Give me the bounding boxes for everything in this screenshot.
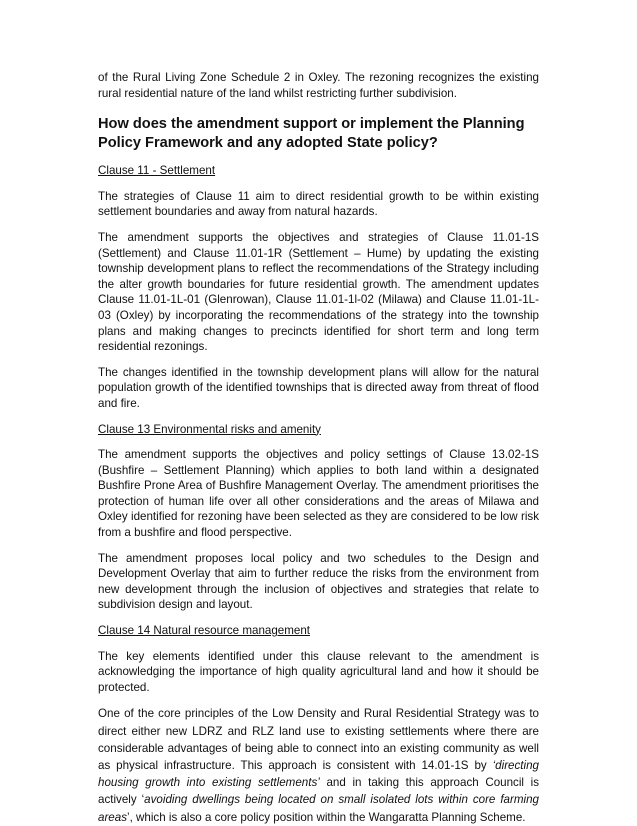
clause-14-p2-quote-1: ‘directing housing growth into existing settlements’	[98, 759, 539, 790]
clause-11-paragraph-3: The changes identified in the township development plans will allow for the natural population growth of the identified townships that is directed away from threat of flood and fire.	[98, 365, 539, 410]
clause-14-title: Clause 14 Natural resource management	[98, 624, 311, 638]
clause-13-paragraph-2: The amendment proposes local policy and two schedules to the Design and Development Overlay that aim to further reduce the risks from the environment from new development through the inclusion of objectives and strategies that relate to subdivision design and layout.	[98, 551, 539, 612]
intro-paragraph: of the Rural Living Zone Schedule 2 in Oxley. The rezoning recognizes the existing rural residential nature of the land whilst restricting further subdivision.	[98, 71, 539, 100]
clause-14-paragraph-1: The key elements identified under this clause relevant to the amendment is acknowledging the importance of high quality agricultural land and how it should be protected.	[98, 649, 539, 694]
clause-13-title: Clause 13 Environmental risks and amenity	[98, 422, 321, 436]
clause-13-paragraph-1: The amendment supports the objectives and policy settings of Clause 13.02-1S (Bushfire – Settlement Planning) which applies to both land within a designated Bushfire Prone Area of Bushfire Management Overlay. The amendment prioritises the protection of human life over all other considerations and the areas of Milawa and Oxley identified for rezoning have been selected as they are considered to be low risk from a bushfire and flood perspective.	[98, 448, 539, 540]
clause-11-title: Clause 11 - Settlement	[98, 164, 216, 178]
clause-14-p2-quote-2: avoiding dwellings being located on small isolated lots within core farming areas	[98, 793, 539, 824]
clause-11-paragraph-1: The strategies of Clause 11 aim to direct residential growth to be within existing settlement boundaries and away from natural hazards.	[98, 189, 539, 219]
clause-14-paragraph-2	[98, 705, 539, 825]
clause-11-paragraph-2: The amendment supports the objectives and strategies of Clause 11.01-1S (Settlement) and Clause 11.01-1R (Settlement – Hume) by updating the existing township development plans to reflect the recommendations of the Strategy including the alter growth boundaries for future residential growth. The amendment updates Clause 11.01-1L-01 (Glenrowan), Clause 11.01-1l-02 (Milawa) and Clause 11.01-1L-03 (Oxley) by incorporating the recommendations of the strategy into the township plans and making changes to precincts identified for short term and long term residential rezonings.	[98, 230, 539, 354]
section-heading: How does the amendment support or implement the Planning Policy Framework and any adopted State policy?	[98, 116, 525, 152]
clause-14-p2-mid: and in taking this approach Council is actively ‘	[98, 776, 540, 807]
clause-14-p2-start: One of the core principles of the Low Density and Rural Residential Strategy was to direct either new LDRZ and RLZ land use to existing settlements where there are considerable advantages of being able to connect into an existing community as well as physical infrastructure. This approach is consistent with 14.01-1S by	[98, 707, 539, 773]
clause-14-p2-end: ’, which is also a core policy position within the Wangaratta Planning Scheme.	[127, 810, 526, 824]
document-page	[98, 70, 539, 826]
